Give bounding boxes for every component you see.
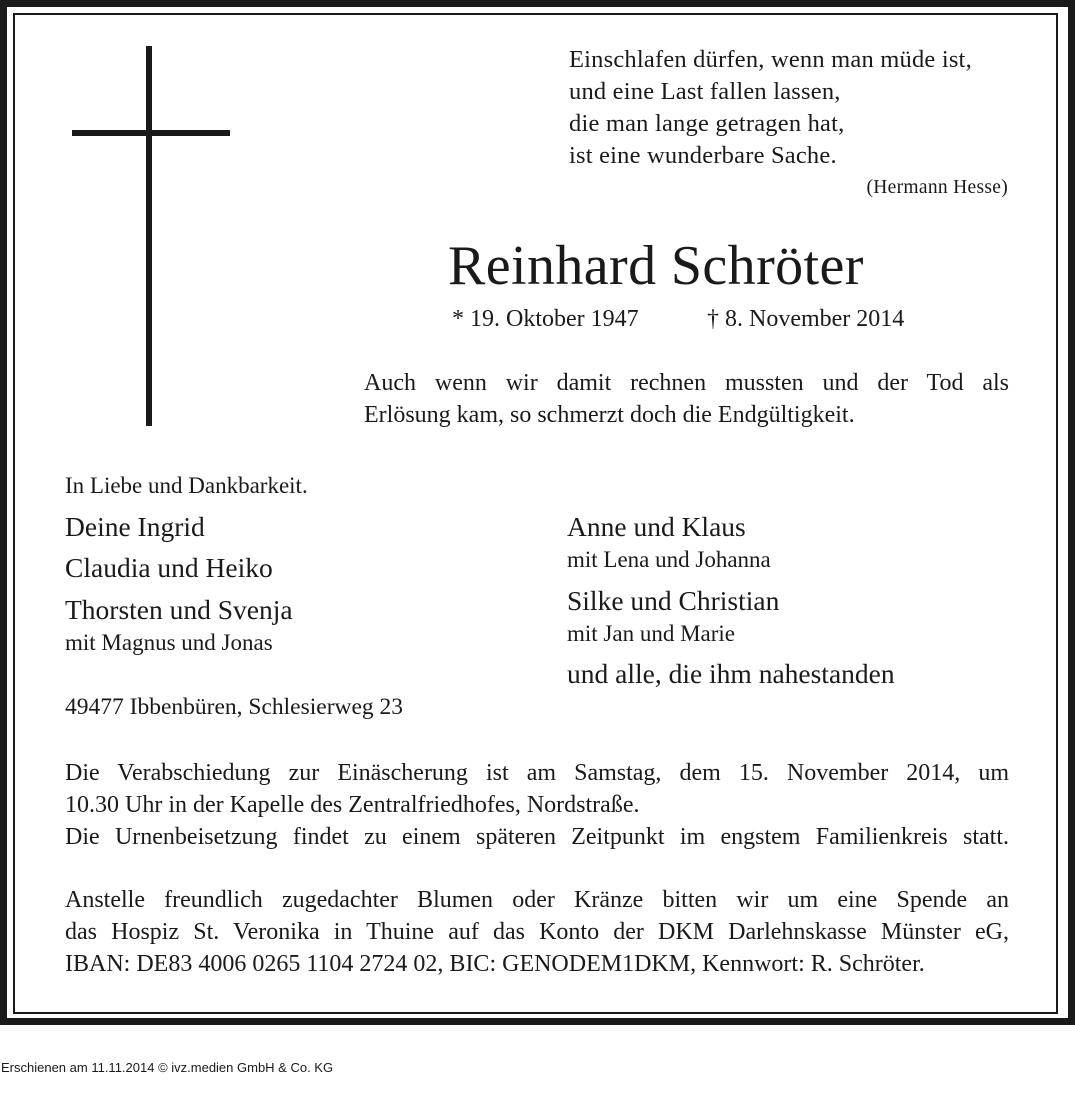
mourner-name: Deine Ingrid (65, 511, 205, 542)
intro-text-line: Auch wenn wir damit rechnen mussten und der Tod als (364, 370, 1009, 396)
mourners-intro: In Liebe und Dankbarkeit. (65, 473, 308, 498)
intro-text-line: Erlösung kam, so schmerzt doch die Endgültigkeit. (364, 402, 855, 428)
death-date: † 8. November 2014 (707, 306, 905, 332)
poem-line: ist eine wunderbare Sache. (569, 142, 837, 169)
mourner-name: Thorsten und Svenja (65, 594, 293, 625)
publication-footer: Erschienen am 11.11.2014 © ivz.medien GmbH & Co. KG (1, 1060, 334, 1075)
poem-line: die man lange getragen hat, (569, 110, 845, 137)
funeral-line: 10.30 Uhr in der Kapelle des Zentralfriedhofes, Nordstraße. (65, 792, 640, 818)
donation-line: IBAN: DE83 4006 0265 1104 2724 02, BIC: GENODEM1DKM, Kennwort: R. Schröter. (65, 951, 925, 977)
mourners-others: und alle, die ihm nahestanden (567, 658, 895, 689)
birth-date: * 19. Oktober 1947 (452, 306, 639, 332)
donation-line: Anstelle freundlich zugedachter Blumen oder Kränze bitten wir um eine Spende an (65, 887, 1009, 913)
funeral-info (65, 757, 1009, 853)
mourner-children: mit Magnus und Jonas (65, 630, 273, 655)
poem-line: Einschlafen dürfen, wenn man müde ist, (569, 46, 972, 73)
address: 49477 Ibbenbüren, Schlesierweg 23 (65, 694, 404, 720)
cross-icon-vertical (146, 46, 152, 426)
mourner-name: Silke und Christian (567, 585, 780, 616)
funeral-line: Die Urnenbeisetzung findet zu einem späteren Zeitpunkt im engstem Familienkreis statt. (65, 824, 1009, 850)
donation-info (65, 884, 1009, 980)
mourner-children: mit Jan und Marie (567, 621, 735, 646)
poem-author: (Hermann Hesse) (866, 177, 1008, 198)
mourner-name: Anne und Klaus (567, 511, 746, 542)
deceased-name: Reinhard Schröter (448, 235, 864, 297)
poem-line: und eine Last fallen lassen, (569, 78, 841, 105)
mourner-children: mit Lena und Johanna (567, 547, 771, 572)
poem (569, 44, 972, 172)
mourner-name: Claudia und Heiko (65, 552, 273, 583)
cross-icon-horizontal (72, 130, 230, 136)
intro-text (364, 367, 1009, 431)
donation-line: das Hospiz St. Veronika in Thuine auf das Konto der DKM Darlehnskasse Münster eG, (65, 919, 1009, 945)
funeral-line: Die Verabschiedung zur Einäscherung ist am Samstag, dem 15. November 2014, um (65, 760, 1009, 786)
